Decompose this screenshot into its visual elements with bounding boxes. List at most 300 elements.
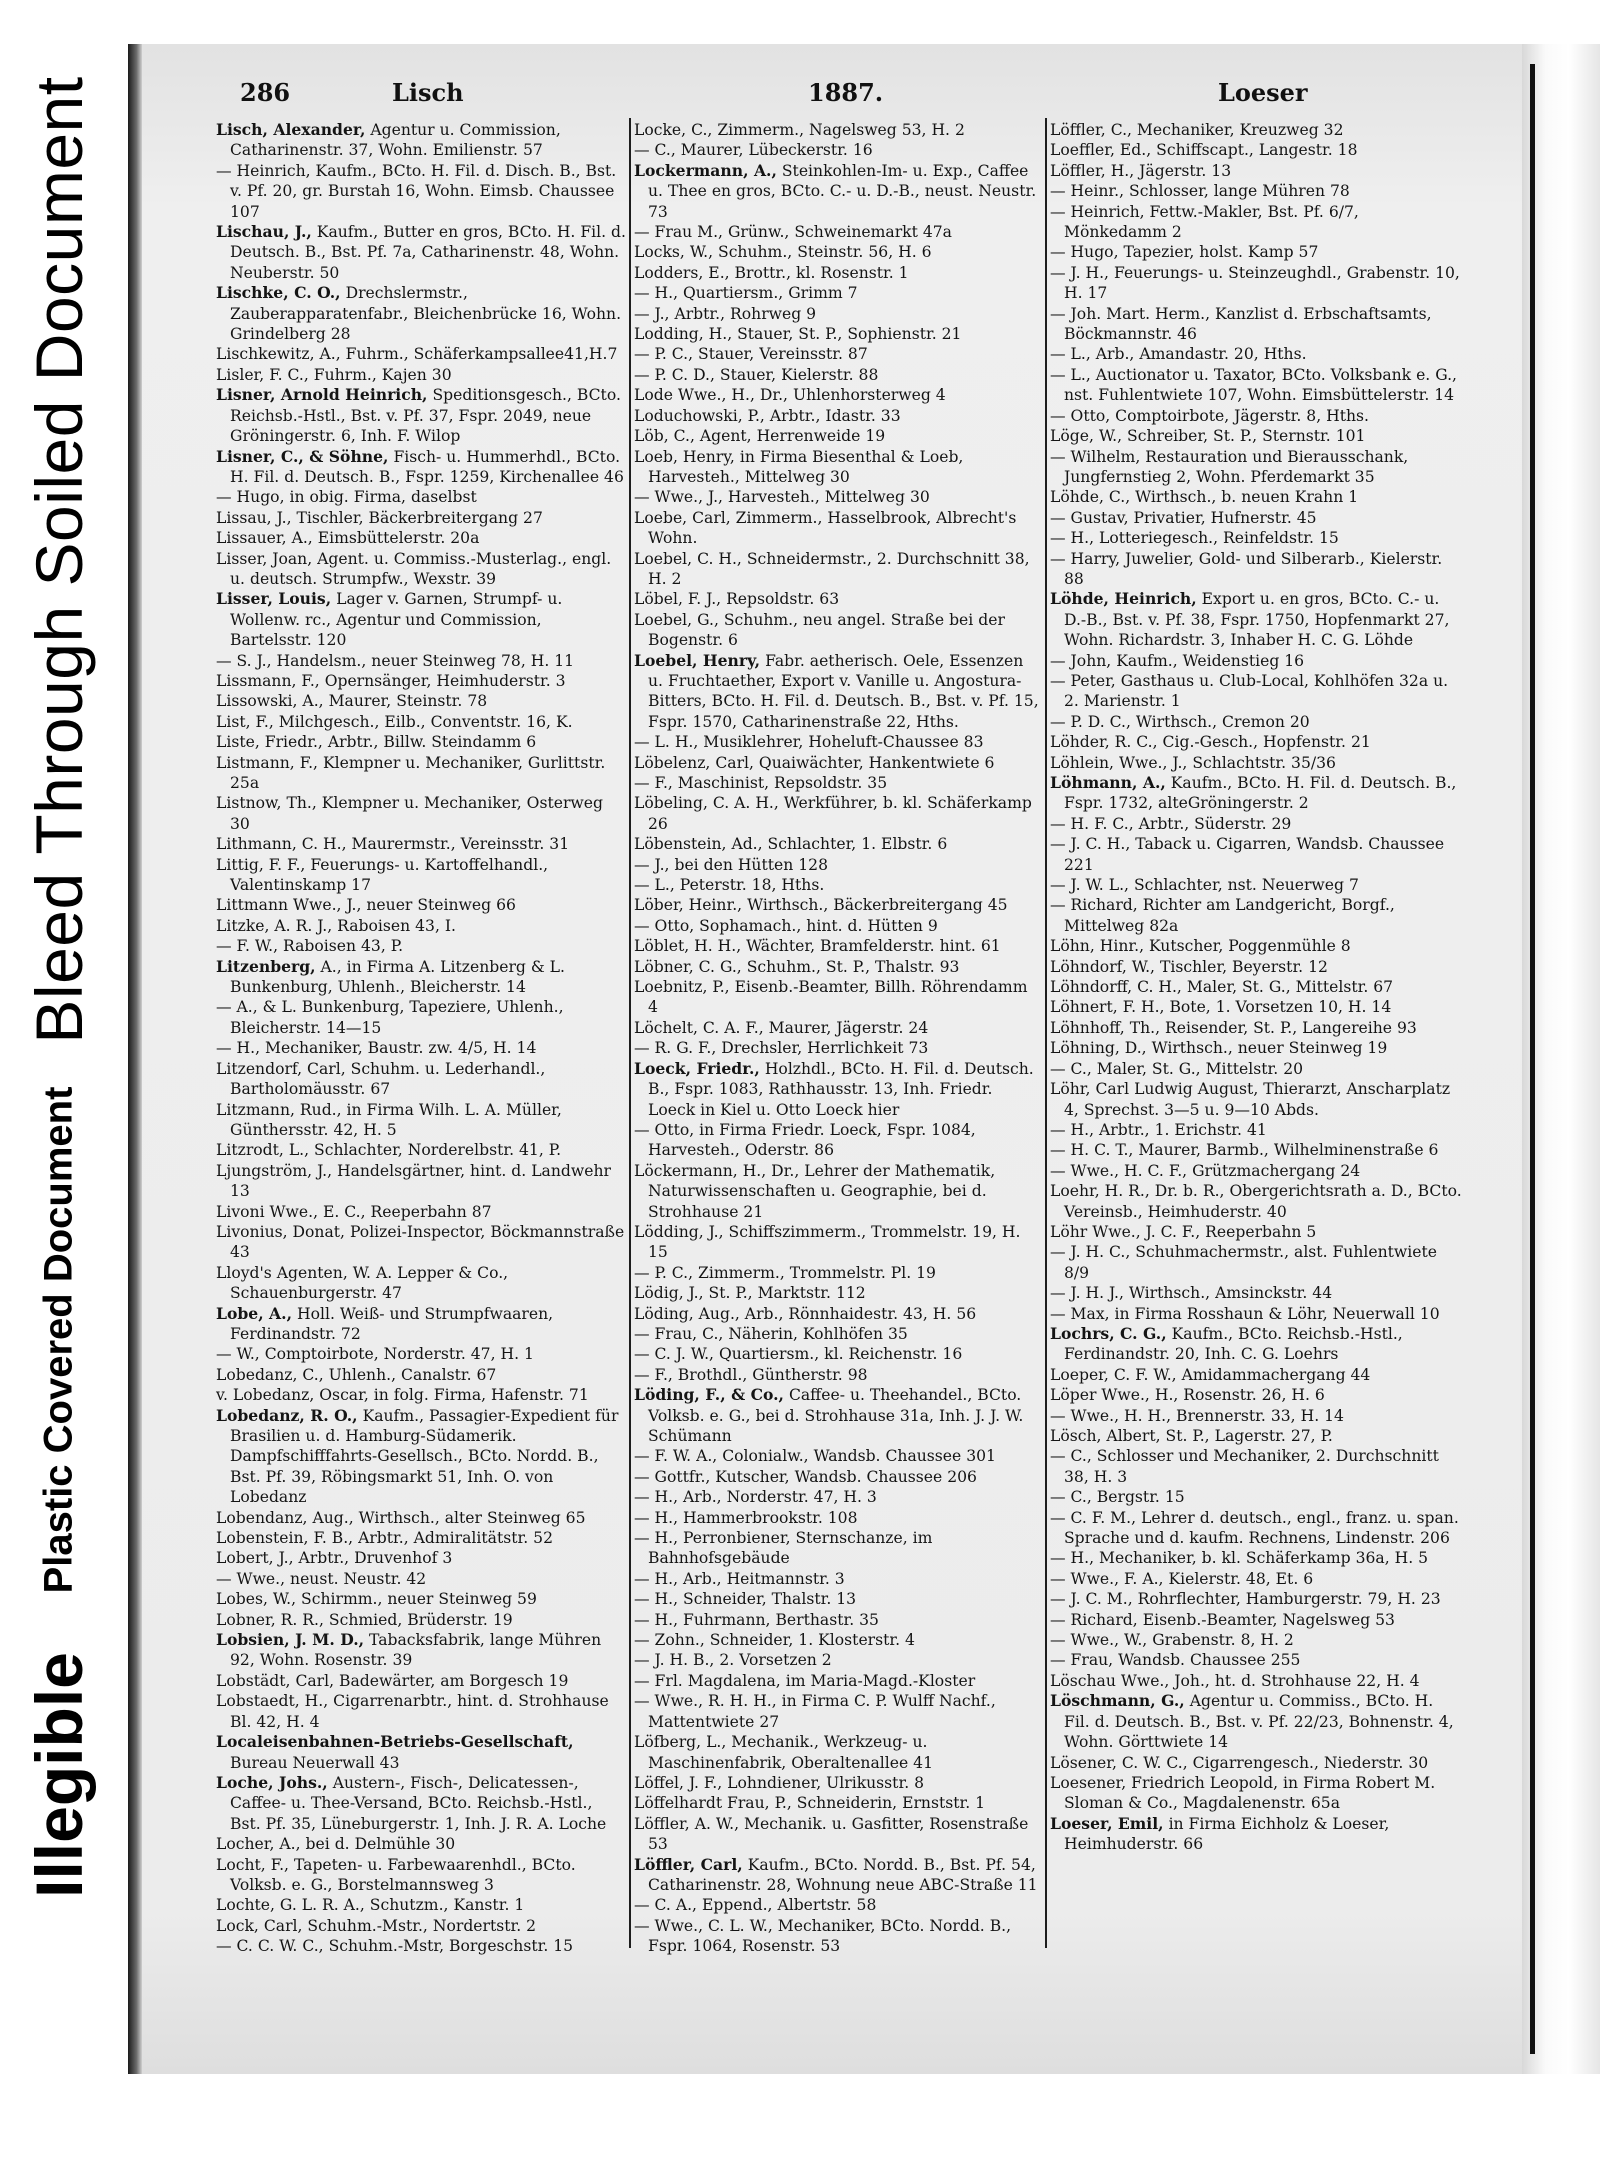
directory-entry — [1050, 1385, 1462, 1405]
entry-text: — P. C., Stauer, Vereinsstr. 87 — [634, 345, 868, 364]
directory-entry — [1050, 202, 1462, 243]
directory-entry — [216, 1548, 626, 1568]
directory-entry — [634, 1467, 1042, 1487]
directory-entry — [216, 1936, 626, 1956]
entry-text: Littmann Wwe., J., neuer Steinweg 66 — [216, 896, 516, 915]
entry-text: Löhn, Hinr., Kutscher, Poggenmühle 8 — [1050, 937, 1351, 956]
entry-text: Löber, Heinr., Wirthsch., Bäckerbreitergang 45 — [634, 896, 1008, 915]
entry-text: Lobstädt, Carl, Badewärter, am Borgesch 19 — [216, 1671, 569, 1690]
entry-name: Loebel, Henry, — [634, 650, 761, 670]
entry-name: Litzenberg, — [216, 956, 316, 976]
entry-text: — J. W. L., Schlachter, nst. Neuerweg 7 — [1050, 876, 1359, 895]
entry-text: Lischkewitz, A., Fuhrm., Schäferkampsallee41,H.7 — [216, 345, 618, 364]
entry-text: — Richard, Eisenb.-Beamter, Nagelsweg 53 — [1050, 1610, 1395, 1629]
directory-entry — [1050, 1038, 1462, 1058]
entry-text: Löbelenz, Carl, Quaiwächter, Hankentwiete 6 — [634, 753, 995, 772]
entry-name: Lischau, J., — [216, 222, 312, 242]
entry-text: — L., Arb., Amandastr. 20, Hths. — [1050, 345, 1307, 364]
entry-text: Lode Wwe., H., Dr., Uhlenhorsterweg 4 — [634, 386, 946, 405]
directory-entry — [1050, 957, 1462, 977]
entry-text: — H., Lotteriegesch., Reinfeldstr. 15 — [1050, 529, 1339, 548]
entry-text: Lödding, J., Schiffszimmerm., Trommelstr. 19, H. 15 — [634, 1222, 1021, 1262]
directory-entry — [1050, 1120, 1462, 1140]
directory-entry — [1050, 1487, 1462, 1507]
entry-text: Lobes, W., Schirmm., neuer Steinweg 59 — [216, 1590, 537, 1609]
entry-name: Lischke, C. O., — [216, 283, 341, 303]
directory-entry — [634, 1283, 1042, 1303]
directory-entry — [634, 834, 1042, 854]
entry-text: — F. W., Raboisen 43, P. — [216, 937, 404, 956]
directory-entry — [216, 732, 626, 752]
directory-entry — [216, 1161, 626, 1202]
entry-text: Austern-, Fisch-, Delicatessen-, Caffee- u. Thee-Versand, BCto. Reichsb.-Hstl., Bst. Pf. 35, Lüneburgerstr. 1, Inh. J. R. A. Loche — [230, 1773, 607, 1833]
entry-text: — C., Maler, St. G., Mittelstr. 20 — [1050, 1059, 1304, 1078]
directory-entry — [634, 1732, 1042, 1773]
directory-entry — [216, 1140, 626, 1160]
entry-text: Litzmann, Rud., in Firma Wilh. L. A. Müller, Günthersstr. 42, H. 5 — [216, 1100, 562, 1139]
entry-text: Kaufm., BCto. Nordd. B., Bst. Pf. 54, Catharinenstr. 28, Wohnung neue ABC-Straße 11 — [648, 1855, 1038, 1894]
directory-entry — [634, 1895, 1042, 1915]
entry-text: List, F., Milchgesch., Eilb., Conventstr. 16, K. — [216, 712, 573, 731]
entry-name: Loeser, Emil, — [1050, 1813, 1164, 1833]
directory-entry — [216, 651, 626, 671]
entry-text: Lodders, E., Brottr., kl. Rosenstr. 1 — [634, 263, 909, 282]
directory-entry — [216, 222, 626, 283]
directory-entry — [1050, 753, 1462, 773]
directory-entry — [634, 610, 1042, 651]
entry-text: Kaufm., BCto. Reichsb.-Hstl., Ferdinandstr. 20, Inh. C. G. Loehrs — [1064, 1324, 1403, 1364]
directory-entry — [216, 957, 626, 998]
entry-text: Lissowski, A., Maurer, Steinstr. 78 — [216, 692, 488, 711]
directory-entry — [1050, 1691, 1462, 1752]
directory-entry — [1050, 1773, 1462, 1814]
directory-entry — [634, 753, 1042, 773]
directory-entry — [216, 1344, 626, 1364]
directory-entry — [634, 1059, 1042, 1120]
directory-entry — [1050, 671, 1462, 712]
entry-text: Löchelt, C. A. F., Maurer, Jägerstr. 24 — [634, 1018, 929, 1037]
directory-entry — [1050, 1589, 1462, 1609]
entry-text: — R. G. F., Drechsler, Herrlichkeit 73 — [634, 1039, 929, 1058]
entry-text: Loeffler, Ed., Schiffscapt., Langestr. 18 — [1050, 141, 1358, 160]
directory-entry — [634, 385, 1042, 405]
directory-entry — [216, 855, 626, 896]
directory-entry — [634, 242, 1042, 262]
directory-entry — [1050, 1630, 1462, 1650]
entry-text: Löge, W., Schreiber, St. P., Sternstr. 101 — [1050, 427, 1366, 446]
entry-text: Lösch, Albert, St. P., Lagerstr. 27, P. — [1050, 1427, 1333, 1445]
directory-entry — [1050, 447, 1462, 488]
directory-entry — [634, 936, 1042, 956]
directory-entry — [1050, 1650, 1462, 1670]
directory-entry — [1050, 814, 1462, 834]
directory-entry — [216, 589, 626, 650]
entry-text: — Otto, Sophamach., hint. d. Hütten 9 — [634, 916, 938, 935]
entry-text: — C., Bergstr. 15 — [1050, 1488, 1185, 1507]
entry-text: — P. D. C., Wirthsch., Cremon 20 — [1050, 712, 1310, 731]
entry-text: Ljungström, J., Handelsgärtner, hint. d. Landwehr 13 — [216, 1161, 611, 1201]
entry-text: Löffler, A. W., Mechanik. u. Gasfitter, Rosenstraße 53 — [634, 1814, 1029, 1854]
directory-entry — [634, 1324, 1042, 1344]
entry-text: — C. C. W. C., Schuhm.-Mstr, Borgeschstr. 15 — [216, 1937, 574, 1956]
entry-text: Löschau Wwe., Joh., ht. d. Strohhause 22, H. 4 — [1050, 1671, 1420, 1690]
entry-text: — H., Hammerbrookstr. 108 — [634, 1508, 858, 1527]
entry-text: — J. H. B., 2. Vorsetzen 2 — [634, 1651, 832, 1670]
entry-text: — Wwe., J., Harvesteh., Mittelweg 30 — [634, 488, 930, 507]
entry-text: Löhlein, Wwe., J., Schlachtstr. 35/36 — [1050, 753, 1336, 772]
entry-text: Litzke, A. R. J., Raboisen 43, I. — [216, 916, 457, 935]
directory-entry — [634, 120, 1042, 140]
directory-entry — [1050, 1283, 1462, 1303]
entry-text: — Wwe., H. H., Brennerstr. 33, H. 14 — [1050, 1406, 1344, 1425]
entry-name: Löschmann, G., — [1050, 1691, 1185, 1711]
entry-text: Löblet, H. H., Wächter, Bramfelderstr. hint. 61 — [634, 937, 1001, 956]
entry-name: Löffler, Carl, — [634, 1854, 743, 1874]
directory-entry — [216, 1059, 626, 1100]
directory-entry — [216, 671, 626, 691]
entry-text: Loeb, Henry, in Firma Biesenthal & Loeb, Harvesteh., Mittelweg 30 — [634, 447, 964, 486]
entry-text: Lissauer, A., Eimsbüttelerstr. 20a — [216, 529, 480, 548]
directory-entry — [216, 834, 626, 854]
entry-text: Steinkohlen-Im- u. Exp., Caffee u. Thee en gros, BCto. C.- u. D.-B., neust. Neustr. 73 — [648, 161, 1037, 221]
entry-text: — S. J., Handelsm., neuer Steinweg 78, H. 11 — [216, 651, 575, 670]
directory-entry — [634, 1018, 1042, 1038]
directory-entry — [1050, 1304, 1462, 1324]
entry-text: — Wilhelm, Restauration und Bierausschank, Jungfernstieg 2, Wohn. Pferdemarkt 35 — [1050, 447, 1409, 486]
directory-entry — [216, 1385, 626, 1405]
directory-entry — [634, 283, 1042, 303]
directory-entry — [216, 1773, 626, 1834]
directory-entry — [216, 508, 626, 528]
entry-text: — Frau M., Grünw., Schweinemarkt 47a — [634, 223, 952, 242]
directory-entry — [216, 1732, 626, 1773]
directory-entry — [1050, 406, 1462, 426]
directory-entry — [1050, 712, 1462, 732]
entry-text: Löbel, F. J., Repsoldstr. 63 — [634, 590, 840, 609]
directory-column-2 — [634, 120, 1042, 1956]
directory-entry — [1050, 773, 1462, 814]
entry-text: — P. C., Zimmerm., Trommelstr. Pl. 19 — [634, 1263, 936, 1282]
directory-entry — [634, 1671, 1042, 1691]
directory-entry — [634, 1691, 1042, 1732]
entry-text: Kaufm., BCto. H. Fil. d. Deutsch. B., Fspr. 1732, alteGröningerstr. 2 — [1064, 774, 1457, 813]
entry-text: — H., Quartiersm., Grimm 7 — [634, 284, 858, 303]
directory-entry — [216, 1855, 626, 1896]
directory-entry — [634, 1793, 1042, 1813]
document-status-banner — [0, 0, 118, 2177]
entry-text: v. Lobedanz, Oscar, in folg. Firma, Hafenstr. 71 — [216, 1386, 589, 1405]
column-divider — [1045, 118, 1047, 1948]
entry-text: — H. C. T., Maurer, Barmb., Wilhelminenstraße 6 — [1050, 1141, 1439, 1160]
entry-text: — C. A., Eppend., Albertstr. 58 — [634, 1896, 877, 1915]
entry-text: Lager v. Garnen, Strumpf- u. Wollenw. rc., Agentur und Commission, Bartelsstr. 120 — [230, 590, 563, 650]
entry-text: — Wwe., C. L. W., Mechaniker, BCto. Nordd. B., Fspr. 1064, Rosenstr. 53 — [634, 1916, 1012, 1956]
entry-text: Loeper, C. F. W., Amidammachergang 44 — [1050, 1365, 1371, 1384]
entry-text: Loehr, H. R., Dr. b. R., Obergerichtsrath a. D., BCto. Vereinsb., Heimhuderstr. 40 — [1050, 1182, 1462, 1221]
directory-entry — [634, 549, 1042, 590]
entry-text: — H., Mechaniker, Baustr. zw. 4/5, H. 14 — [216, 1039, 537, 1058]
directory-entry — [634, 426, 1042, 446]
entry-text: in Firma Eichholz & Loeser, Heimhuderstr. 66 — [1064, 1814, 1390, 1854]
entry-text: — Wwe., neust. Neustr. 42 — [216, 1569, 427, 1588]
directory-entry — [216, 1202, 626, 1222]
entry-text: — C. J. W., Quartiersm., kl. Reichenstr. 16 — [634, 1345, 963, 1364]
entry-text: — Heinr., Schlosser, lange Mühren 78 — [1050, 182, 1350, 201]
directory-entry — [634, 1773, 1042, 1793]
entry-text: Holzhdl., BCto. H. Fil. d. Deutsch. B., Fspr. 1083, Rathhausstr. 13, Inh. Friedr. Loeck in Kiel u. Otto Loeck hier — [648, 1059, 1034, 1119]
entry-text: — Max, in Firma Rosshaun & Löhr, Neuerwall 10 — [1050, 1304, 1440, 1323]
entry-text: Liste, Friedr., Arbtr., Billw. Steindamm 6 — [216, 733, 537, 752]
entry-text: — L., Auctionator u. Taxator, BCto. Volksbank e. G., nst. Fuhlentwiete 107, Wohn. Eimsbüttelerstr. 14 — [1050, 365, 1458, 405]
entry-name: Lisner, C., & Söhne, — [216, 446, 389, 466]
entry-name: Löhde, Heinrich, — [1050, 589, 1197, 609]
left-running-head: Lisch — [392, 78, 464, 107]
directory-entry — [1050, 1508, 1462, 1549]
entry-name: Lisser, Louis, — [216, 589, 332, 609]
directory-entry — [216, 487, 626, 507]
entry-text: — Wwe., R. H. H., in Firma C. P. Wulff Nachf., Mattentwiete 27 — [634, 1692, 996, 1731]
directory-entry — [1050, 1406, 1462, 1426]
entry-name: Lobsien, J. M. D., — [216, 1630, 365, 1650]
directory-entry — [634, 589, 1042, 609]
entry-text: Lissmann, F., Opernsänger, Heimhuderstr. 3 — [216, 671, 566, 690]
directory-entry — [634, 1630, 1042, 1650]
entry-name: Localeisenbahnen-Betriebs-Gesellschaft, — [216, 1732, 574, 1752]
directory-entry — [216, 691, 626, 711]
page-number: 286 — [240, 78, 291, 107]
entry-text: Löbner, C. G., Schuhm., St. P., Thalstr. 93 — [634, 957, 960, 976]
directory-entry — [1050, 977, 1462, 997]
directory-entry — [634, 406, 1042, 426]
entry-text: Löhr Wwe., J. C. F., Reeperbahn 5 — [1050, 1222, 1317, 1241]
entry-text: Lösener, C. W. C., Cigarrengesch., Niederstr. 30 — [1050, 1753, 1429, 1772]
entry-text: Locke, C., Zimmerm., Nagelsweg 53, H. 2 — [634, 121, 965, 139]
entry-text: — J., bei den Hütten 128 — [634, 855, 828, 874]
directory-entry — [634, 916, 1042, 936]
directory-entry — [216, 1916, 626, 1936]
directory-entry — [216, 753, 626, 794]
directory-entry — [216, 793, 626, 834]
entry-text: — F. W. A., Colonialw., Wandsb. Chaussee 301 — [634, 1447, 996, 1466]
directory-entry — [216, 161, 626, 222]
entry-text: Export u. en gros, BCto. C.- u. D.-B., Bst. v. Pf. 38, Fspr. 1750, Hopfenmarkt 27, Wohn. Richardstr. 3, Inhaber H. C. G. Löhde — [1064, 590, 1450, 650]
directory-entry — [634, 1528, 1042, 1569]
entry-text: — Frau, Wandsb. Chaussee 255 — [1050, 1651, 1301, 1670]
directory-entry — [216, 1610, 626, 1630]
directory-entry — [1050, 732, 1462, 752]
entry-text: Kaufm., Passagier-Expedient für Brasilien u. d. Hamburg-Südamerik. Dampfschifffahrts-Gesellsch., BCto. Nordd. B., Bst. Pf. 39, Röbingsmarkt 51, Inh. O. von Lobedanz — [230, 1406, 619, 1507]
directory-entry — [1050, 120, 1462, 140]
directory-entry — [216, 528, 626, 548]
entry-text: — F., Maschinist, Repsoldstr. 35 — [634, 774, 888, 792]
directory-entry — [634, 1916, 1042, 1957]
entry-text: Löhnert, F. H., Bote, 1. Vorsetzen 10, H. 14 — [1050, 998, 1392, 1017]
directory-entry — [634, 957, 1042, 977]
directory-entry — [634, 1038, 1042, 1058]
entry-text: — John, Kaufm., Weidenstieg 16 — [1050, 651, 1305, 670]
entry-text: — H., Perronbiener, Sternschanze, im Bahnhofsgebäude — [634, 1529, 933, 1568]
illegible-label: Illegible — [22, 1652, 96, 1898]
directory-entry — [1050, 1446, 1462, 1487]
entry-name: Lobedanz, R. O., — [216, 1405, 358, 1425]
column-divider — [629, 118, 631, 1948]
directory-entry — [634, 1344, 1042, 1364]
directory-entry — [634, 895, 1042, 915]
directory-entry — [634, 365, 1042, 385]
directory-entry — [1050, 1610, 1462, 1630]
directory-entry — [634, 1569, 1042, 1589]
entry-text: Löper Wwe., H., Rosenstr. 26, H. 6 — [1050, 1386, 1325, 1405]
directory-entry — [634, 1263, 1042, 1283]
directory-entry — [1050, 344, 1462, 364]
directory-entry — [634, 1365, 1042, 1385]
entry-text: Löffel, J. F., Lohndiener, Ulrikusstr. 8 — [634, 1773, 925, 1792]
entry-text: — P. C. D., Stauer, Kielerstr. 88 — [634, 365, 879, 384]
plastic-covered-label: Plastic Covered Document — [36, 1086, 81, 1594]
entry-text: Loebel, G., Schuhm., neu angel. Straße bei der Bogenstr. 6 — [634, 610, 1005, 650]
entry-text: Lisler, F. C., Fuhrm., Kajen 30 — [216, 365, 452, 384]
directory-entry — [1050, 936, 1462, 956]
entry-text: — Zohn., Schneider, 1. Klosterstr. 4 — [634, 1631, 915, 1650]
entry-text: Listmann, F., Klempner u. Mechaniker, Gurlittstr. 25a — [216, 753, 606, 792]
directory-entry — [216, 1671, 626, 1691]
directory-entry — [1050, 1222, 1462, 1242]
directory-entry — [1050, 589, 1462, 650]
directory-entry — [634, 447, 1042, 488]
entry-text: — H., Arbtr., 1. Erichstr. 41 — [1050, 1120, 1267, 1139]
entry-text: Lodding, H., Stauer, St. P., Sophienstr. 21 — [634, 325, 962, 344]
entry-name: Lockermann, A., — [634, 160, 777, 180]
entry-text: — J. C. M., Rohrflechter, Hamburgerstr. 79, H. 23 — [1050, 1590, 1441, 1609]
directory-column-1 — [216, 120, 626, 1956]
entry-text: Livonius, Donat, Polizei-Inspector, Böckmannstraße 43 — [216, 1222, 625, 1262]
directory-entry — [1050, 508, 1462, 528]
entry-text: Lisser, Joan, Agent. u. Commiss.-Musterlag., engl. u. deutsch. Strumpfw., Wexstr. 39 — [216, 549, 612, 588]
entry-text: — J. C. H., Taback u. Cigarren, Wandsb. Chaussee 221 — [1050, 835, 1445, 874]
entry-text: Löding, Aug., Arb., Rönnhaidestr. 43, H. 56 — [634, 1304, 977, 1323]
entry-text: Lochte, G. L. R. A., Schutzm., Kanstr. 1 — [216, 1896, 525, 1915]
entry-text: Speditionsgesch., BCto. Reichsb.-Hstl., Bst. v. Pf. 37, Fspr. 2049, neue Gröningerstr. 6, Inh. F. Wilop — [230, 386, 621, 446]
directory-entry — [216, 712, 626, 732]
entry-text: — Wwe., F. A., Kielerstr. 48, Et. 6 — [1050, 1569, 1314, 1588]
entry-text: Löffler, C., Mechaniker, Kreuzweg 32 — [1050, 121, 1344, 139]
directory-entry — [634, 1120, 1042, 1161]
entry-text: — Heinrich, Fettw.-Makler, Bst. Pf. 6/7, Mönkedamm 2 — [1050, 202, 1359, 242]
entry-name: Löding, F., & Co., — [634, 1385, 784, 1405]
directory-entry — [634, 487, 1042, 507]
directory-entry — [634, 651, 1042, 733]
directory-entry — [216, 1222, 626, 1263]
directory-entry — [216, 1691, 626, 1732]
directory-entry — [1050, 1426, 1462, 1446]
entry-name: Lisner, Arnold Heinrich, — [216, 385, 428, 405]
entry-text: Listnow, Th., Klempner u. Mechaniker, Osterweg 30 — [216, 794, 603, 833]
directory-entry — [1050, 1548, 1462, 1568]
directory-entry — [216, 1365, 626, 1385]
entry-text: Littig, F. F., Feuerungs- u. Kartoffelhandl., Valentinskamp 17 — [216, 855, 549, 895]
directory-entry — [634, 1508, 1042, 1528]
entry-text: — Frau, C., Näherin, Kohlhöfen 35 — [634, 1324, 908, 1343]
entry-text: Drechslermstr., Zauberapparatenfabr., Bleichenbrücke 16, Wohn. Grindelberg 28 — [230, 284, 622, 344]
entry-text: — C., Schlosser und Mechaniker, 2. Durchschnitt 38, H. 3 — [1050, 1447, 1439, 1486]
entry-text: Löffler, H., Jägerstr. 13 — [1050, 161, 1232, 180]
directory-entry — [1050, 834, 1462, 875]
entry-text: — Wwe., H. C. F., Grützmachergang 24 — [1050, 1161, 1361, 1180]
directory-entry — [216, 916, 626, 936]
entry-text: — Peter, Gasthaus u. Club-Local, Kohlhöfen 32a u. 2. Marienstr. 1 — [1050, 671, 1449, 711]
entry-text: Löfberg, L., Mechanik., Werkzeug- u. Maschinenfabrik, Oberaltenallee 41 — [634, 1733, 933, 1772]
entry-text: — H., Arb., Norderstr. 47, H. 3 — [634, 1488, 877, 1507]
directory-entry — [1050, 140, 1462, 160]
entry-text: Fabr. aetherisch. Oele, Essenzen u. Fruchtaether, Export v. Vanille u. Angostura-Bitters, BCto. H. Fil. d. Deutsch. B., Bst. v. Pf. 15, Fspr. 1570, Catharinenstraße 22, Hths. — [648, 651, 1039, 731]
directory-entry — [1050, 263, 1462, 304]
directory-entry — [1050, 242, 1462, 262]
entry-text: — Wwe., W., Grabenstr. 8, H. 2 — [1050, 1631, 1294, 1650]
entry-text: — H., Arb., Heitmannstr. 3 — [634, 1569, 845, 1588]
entry-text: Bureau Neuerwall 43 — [230, 1753, 400, 1772]
entry-text: Lock, Carl, Schuhm.-Mstr., Nordertstr. 2 — [216, 1916, 537, 1935]
directory-entry — [216, 120, 626, 161]
directory-entry — [634, 855, 1042, 875]
directory-entry — [1050, 1365, 1462, 1385]
directory-entry — [1050, 1018, 1462, 1038]
directory-entry — [634, 1222, 1042, 1263]
entry-text: Löffelhardt Frau, P., Schneiderin, Ernststr. 1 — [634, 1794, 986, 1813]
directory-entry — [216, 283, 626, 344]
entry-text: — J. H. C., Schuhmachermstr., alst. Fuhlentwiete 8/9 — [1050, 1243, 1437, 1282]
entry-text: Löbenstein, Ad., Schlachter, 1. Elbstr. 6 — [634, 835, 948, 854]
directory-entry — [634, 1161, 1042, 1222]
entry-text: Lobendanz, Aug., Wirthsch., alter Steinweg 65 — [216, 1508, 586, 1527]
directory-entry — [634, 732, 1042, 752]
directory-entry — [1050, 895, 1462, 936]
entry-text: Loesener, Friedrich Leopold, in Firma Robert M. Sloman & Co., Magdalenenstr. 65a — [1050, 1773, 1436, 1813]
entry-text: Loebel, C. H., Schneidermstr., 2. Durchschnitt 38, H. 2 — [634, 549, 1030, 588]
entry-text: Löckermann, H., Dr., Lehrer der Mathematik, Naturwissenschaften u. Geographie, bei d. Strohhause 21 — [634, 1161, 996, 1221]
directory-entry — [634, 977, 1042, 1018]
directory-entry — [216, 1895, 626, 1915]
year-heading: 1887. — [808, 78, 884, 107]
entry-text: Fisch- u. Hummerhdl., BCto. H. Fil. d. Deutsch. B., Fspr. 1259, Kirchenallee 46 — [230, 447, 624, 486]
right-running-head: Loeser — [1218, 78, 1308, 107]
entry-name: Löhmann, A., — [1050, 773, 1166, 792]
entry-text: Lobedanz, C., Uhlenh., Canalstr. 67 — [216, 1365, 497, 1384]
directory-entry — [634, 304, 1042, 324]
entry-text: Kaufm., Butter en gros, BCto. H. Fil. d. Deutsch. B., Bst. Pf. 7a, Catharinenstr. 48, Wohn. Neuberstr. 50 — [230, 223, 626, 282]
directory-entry — [216, 1263, 626, 1304]
entry-text: Loebe, Carl, Zimmerm., Hasselbrook, Albrecht's Wohn. — [634, 508, 1017, 548]
bleed-through-label: Bleed Through Soiled Document — [22, 76, 96, 1044]
entry-text: — Hugo, Tapezier, holst. Kamp 57 — [1050, 243, 1319, 262]
entry-text: A., in Firma A. Litzenberg & L. Bunkenburg, Uhlenh., Bleicherstr. 14 — [230, 957, 565, 997]
page-edge-shadow — [128, 44, 142, 2074]
directory-entry — [216, 344, 626, 364]
entry-text: Löhning, D., Wirthsch., neuer Steinweg 19 — [1050, 1039, 1388, 1058]
directory-entry — [1050, 549, 1462, 590]
directory-entry — [1050, 1569, 1462, 1589]
entry-text: — J. H. J., Wirthsch., Amsinckstr. 44 — [1050, 1284, 1333, 1303]
directory-entry — [1050, 1181, 1462, 1222]
directory-entry — [634, 793, 1042, 834]
entry-text: Loduchowski, P., Arbtr., Idastr. 33 — [634, 406, 901, 425]
entry-text: Löb, C., Agent, Herrenweide 19 — [634, 427, 886, 446]
entry-text: — J. H., Feuerungs- u. Steinzeughdl., Grabenstr. 10, H. 17 — [1050, 263, 1460, 303]
entry-text: Agentur u. Commiss., BCto. H. Fil. d. Deutsch. B., Bst. v. Pf. 22/23, Bohnenstr. 4, Wohn. Görttwiete 14 — [1064, 1692, 1454, 1752]
directory-entry — [216, 1569, 626, 1589]
directory-entry — [1050, 161, 1462, 181]
entry-text: Livoni Wwe., E. C., Reeperbahn 87 — [216, 1202, 492, 1221]
entry-text: Litzendorf, Carl, Schuhm. u. Lederhandl., Bartholomäusstr. 67 — [216, 1059, 546, 1099]
